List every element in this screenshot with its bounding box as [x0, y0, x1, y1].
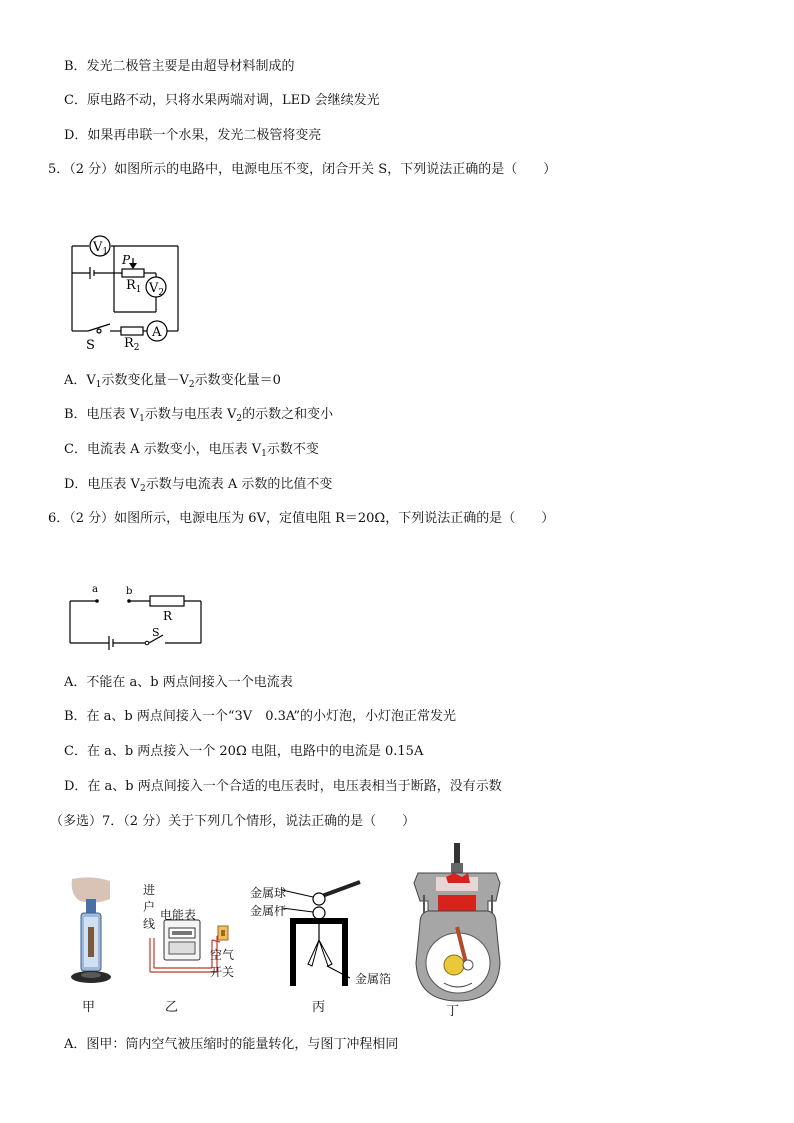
q7-figure-jia-pump [66, 877, 116, 987]
q4-option-b: B．发光二极管主要是由超导材料制成的 [64, 59, 295, 74]
q6-option-b: B．在 a、b 两点间接入一个“3V 0.3A”的小灯泡，小灯泡正常发光 [64, 709, 456, 724]
q7-label-ball: 金属球 [250, 886, 287, 900]
q7-stem: （多选）7．（2 分）关于下列几个情形，说法正确的是（ ） [50, 814, 416, 829]
q6-point-b: b [126, 586, 133, 597]
q7-label-ding: 丁 [446, 1004, 460, 1019]
q5-option-a: A．$V_1$示数变化量$-V_2$示数变化量＝0 [64, 373, 281, 390]
q6-option-d: D．在 a、b 两点间接入一个合适的电压表时，电压表相当于断路，没有示数 [64, 779, 502, 794]
q5-circuit-diagram [60, 228, 260, 368]
q7-label-foil: 金属箔 [355, 972, 392, 986]
q5-option-c: C．电流表 A 示数变小，电压表 $V_1$示数不变 [64, 442, 319, 459]
q7-label-meter: 电能表 [160, 908, 197, 922]
q7-label-xian: 线 [143, 917, 156, 931]
q5-r2-sub: 2 [133, 343, 140, 353]
q6-option-c: C．在 a、b 两点接入一个 20Ω 电阻，电路中的电流是 0.15A [64, 744, 424, 759]
q6-resistor-label: R [163, 609, 173, 623]
q7-label-jia: 甲 [82, 1000, 96, 1015]
q7-figure-yi-meter [142, 880, 262, 980]
q7-figure-bing-electroscope [282, 878, 412, 988]
q6-stem: 6．（2 分）如图所示，电源电压为 6V，定值电阻 R＝20Ω，下列说法正确的是（ ） [48, 511, 555, 526]
q7-figure-ding-engine [408, 843, 508, 1003]
q7-label-hu: 户 [143, 900, 156, 914]
q5-ammeter-label: A [152, 325, 162, 340]
q7-option-a: A．图甲：筒内空气被压缩时的能量转化，与图丁冲程相同 [64, 1037, 399, 1052]
q5-stem: 5．（2 分）如图所示的电路中，电源电压不变，闭合开关 S，下列说法正确的是（ ） [48, 162, 557, 177]
q6-switch-label: S [152, 626, 160, 639]
q5-slider-label: P [122, 253, 131, 267]
q5-r1-sub: 1 [135, 285, 142, 295]
q5-r1-label: R [126, 278, 136, 293]
q5-v2-label: V [149, 281, 159, 296]
q4-option-d: D．如果再串联一个水果，发光二极管将变亮 [64, 128, 322, 143]
q5-switch-label: S [86, 338, 95, 353]
q6-circuit-diagram [66, 582, 216, 652]
q5-r2-label: R [124, 336, 134, 351]
q7-label-rod: 金属杆 [250, 904, 287, 918]
q6-option-a: A．不能在 a、b 两点间接入一个电流表 [64, 675, 293, 690]
q5-v2-sub: 2 [158, 288, 165, 298]
q7-label-bing: 丙 [312, 1000, 326, 1015]
q4-option-c: C．原电路不动，只将水果两端对调，LED 会继续发光 [64, 93, 380, 108]
q5-option-d: D．电压表 $V_2$示数与电流表 A 示数的比值不变 [64, 477, 333, 494]
q7-label-yi: 乙 [165, 1000, 179, 1015]
q6-point-a: a [92, 584, 98, 595]
q7-label-kong: 空气 [210, 948, 235, 962]
q5-v1-sub: 1 [102, 247, 109, 257]
svg-text:R1 [126, 278, 142, 295]
svg-text:R2 [124, 336, 140, 353]
q5-v1-label: V [93, 240, 103, 255]
q7-label-kaiguan: 开关 [210, 965, 235, 979]
q5-option-b: B．电压表 $V_1$示数与电压表 $V_2$的示数之和变小 [64, 407, 334, 424]
q7-label-jin: 进 [143, 883, 156, 897]
